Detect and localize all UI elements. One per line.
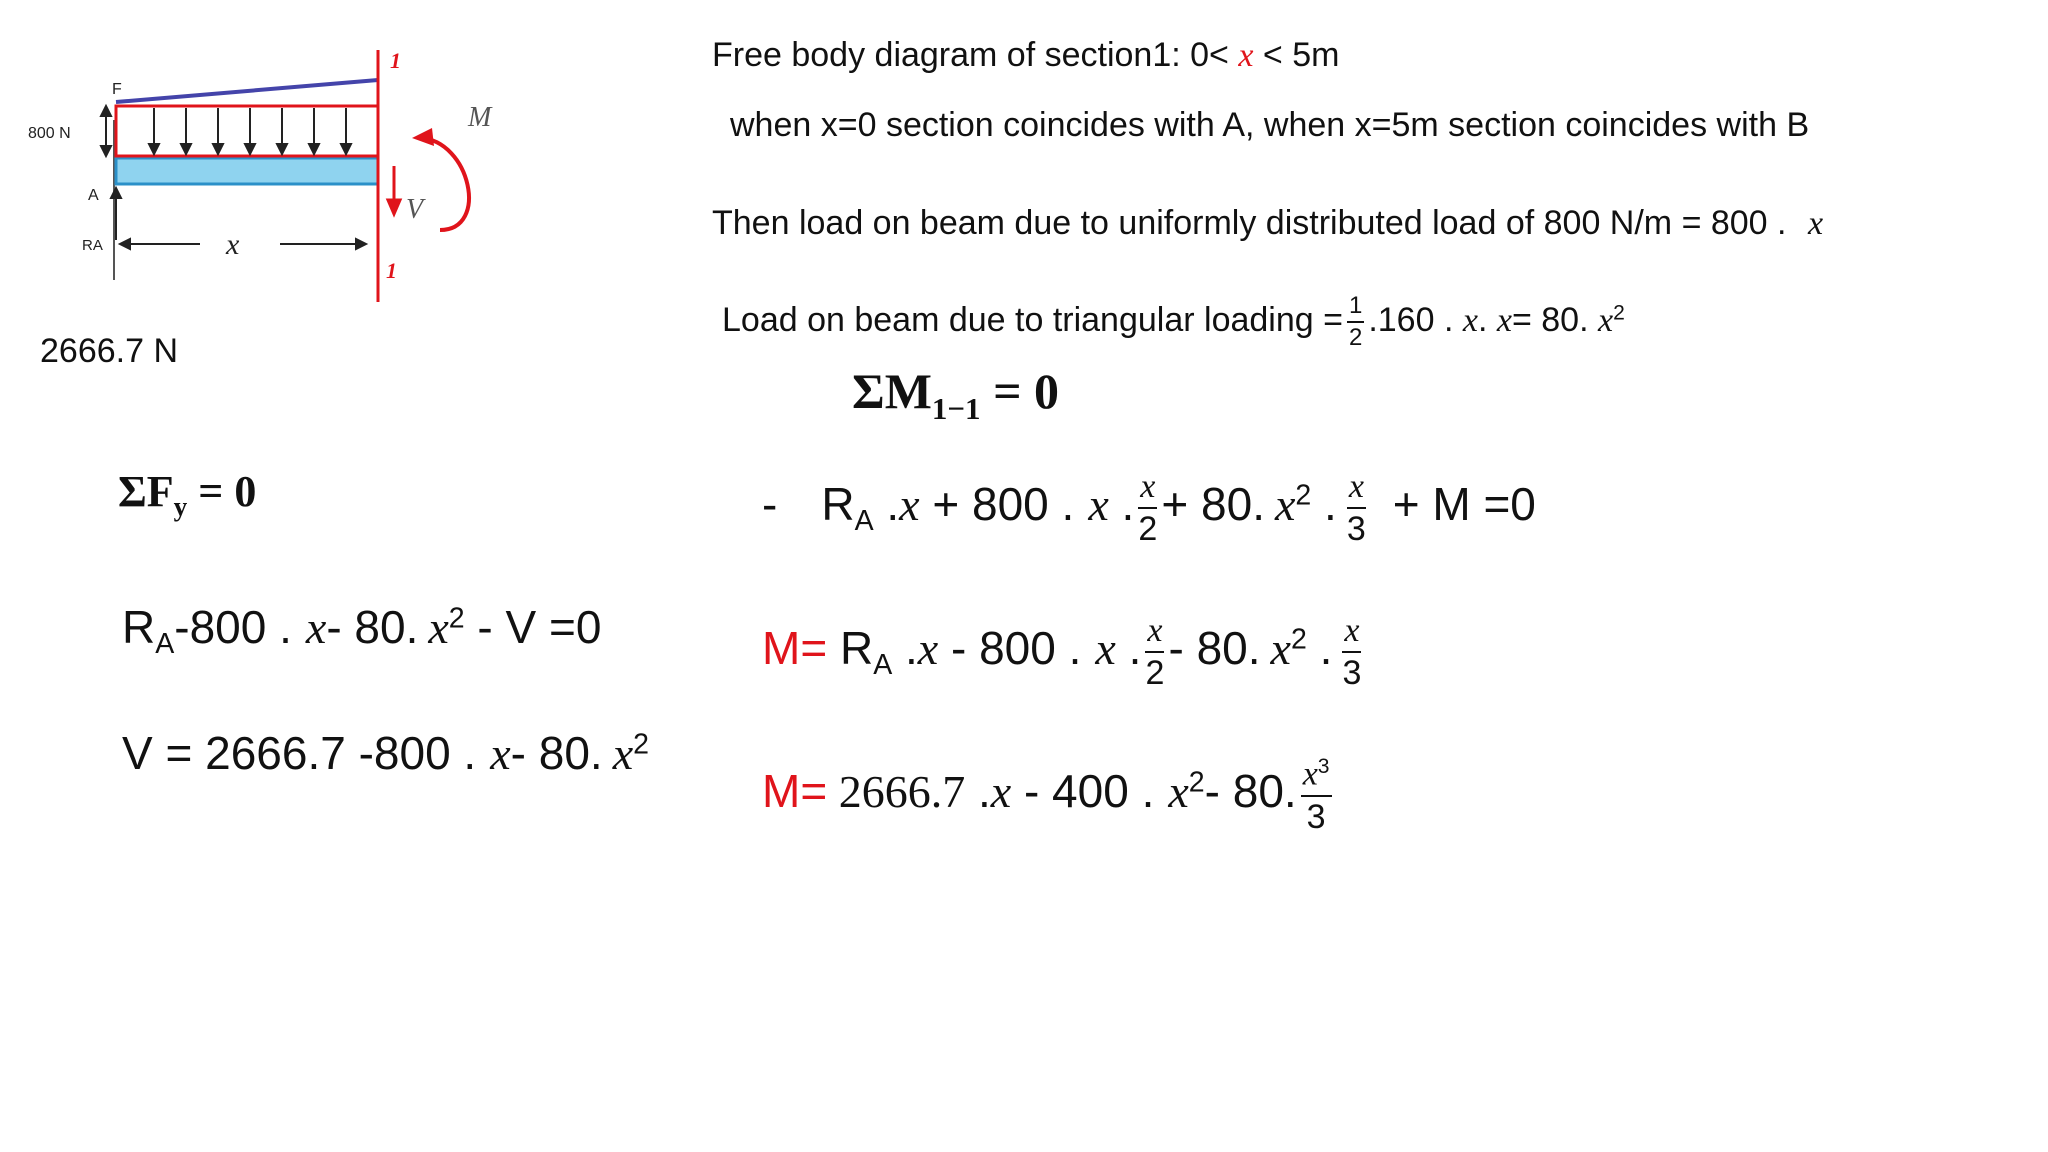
moment-arrowhead	[412, 128, 434, 146]
moment-equation-1	[762, 470, 1536, 546]
label-800n: 800 N	[28, 125, 71, 142]
eq2-r: R	[827, 622, 874, 675]
reaction-value: 2666.7 N	[40, 332, 178, 370]
eq1-frac2-num: x	[1347, 470, 1366, 509]
eql1-r: R	[122, 601, 156, 653]
eq1-dot2: .	[1108, 478, 1135, 531]
eq2-x1: x	[917, 623, 939, 675]
eq1-lead: -	[762, 478, 778, 531]
eq1-x1: x	[899, 479, 920, 531]
shear-arrow	[388, 166, 400, 214]
label-ra: RA	[82, 237, 103, 254]
moment-arrow	[420, 138, 469, 230]
eql1-part2: - 80.	[326, 601, 419, 653]
x-dimension	[120, 239, 366, 249]
label-x: x	[226, 228, 240, 261]
eq1-frac1	[1138, 470, 1157, 546]
eq2-frac2-num: x	[1342, 614, 1361, 653]
title-line	[712, 36, 1339, 75]
tri-mid: .160 .	[1368, 300, 1454, 339]
eq1-frac1-den: 2	[1138, 510, 1158, 548]
eq1-x2: x	[1088, 479, 1109, 531]
eq2-prefix: M=	[762, 622, 828, 675]
udl-var: x	[1807, 205, 1824, 242]
tri-fraction	[1347, 294, 1364, 350]
eql2-part2: - 80.	[510, 727, 603, 779]
eq2-exp: 2	[1290, 623, 1307, 656]
eq2-frac1-den: 2	[1145, 654, 1165, 692]
eq2-dot1: .	[892, 622, 918, 675]
eq2-frac1-num: x	[1145, 614, 1164, 653]
tri-frac-den: 2	[1348, 324, 1363, 351]
label-m: M	[468, 102, 492, 133]
title-post: < 5m	[1262, 36, 1340, 74]
eq1-x3: x	[1274, 479, 1296, 531]
label-v: V	[406, 194, 424, 225]
label-a: A	[88, 187, 99, 204]
eq1-exp: 2	[1295, 479, 1312, 512]
eq2-frac1	[1145, 614, 1164, 690]
eql2-part1: V = 2666.7 -800 .	[122, 727, 477, 779]
eql1-exp: 2	[448, 602, 465, 635]
reaction-arrow	[111, 188, 121, 240]
eq2-dot2: .	[1115, 622, 1142, 675]
eq3-frac	[1301, 756, 1332, 834]
eq1-r: R	[821, 478, 855, 531]
tri-text: Load on beam due to triangular loading =	[722, 300, 1343, 339]
eq1-dot3: .	[1311, 478, 1337, 531]
eq3-x1: x	[990, 765, 1012, 817]
eq1-plus1: + 800 .	[919, 478, 1075, 531]
eq2-frac2	[1342, 614, 1361, 690]
label-section-bottom: 1	[386, 258, 397, 283]
title-var: x	[1238, 37, 1254, 74]
force-title	[118, 466, 256, 523]
eq1-frac2	[1347, 470, 1366, 546]
free-body-diagram	[20, 40, 540, 320]
eq2-frac2-den: 3	[1342, 654, 1362, 692]
force-sub: y	[173, 491, 188, 522]
tri-var2: x	[1496, 301, 1512, 339]
tri-frac-num: 1	[1347, 294, 1364, 323]
eq3-minus1: - 400 .	[1011, 764, 1155, 817]
beam	[116, 158, 378, 184]
eq2-dot3: .	[1306, 622, 1333, 675]
eq1-dot1: .	[873, 478, 900, 531]
eq3-dot1: .	[965, 764, 991, 817]
triangular-load-line-text	[722, 294, 1625, 350]
eq1-rsub: A	[854, 505, 874, 538]
eq3-exp: 2	[1188, 766, 1205, 799]
moment-title	[852, 362, 1059, 427]
eq2-minus1: - 800 .	[938, 622, 1082, 675]
eql1-tail: - V =0	[464, 601, 602, 653]
eq2-x3: x	[1270, 623, 1291, 675]
eql2-exp: 2	[633, 728, 649, 761]
eql2-x2: x	[612, 728, 634, 779]
eq1-frac1-num: x	[1138, 470, 1157, 509]
dimension-800n	[101, 106, 111, 156]
moment-sigma: ΣM	[852, 363, 932, 419]
eq3-minus2: - 80.	[1204, 764, 1297, 817]
eq3-frac-num	[1301, 756, 1332, 797]
tri-dot: .	[1477, 300, 1488, 339]
eql1-part1: -800 .	[174, 601, 292, 653]
eq2-minus2: - 80.	[1168, 622, 1261, 675]
tri-var1: x	[1462, 301, 1478, 339]
eq2-x2: x	[1095, 623, 1116, 675]
eql1-x1: x	[305, 602, 327, 653]
tri-eq: = 80.	[1511, 300, 1589, 339]
force-sigma: ΣF	[118, 467, 174, 516]
eq3-prefix: M=	[762, 764, 828, 817]
eq3-frac-num-exp: 3	[1317, 755, 1330, 778]
moment-equation-2	[762, 614, 1365, 690]
eq3-frac-num-var: x	[1302, 755, 1318, 793]
force-equation-2	[122, 726, 649, 780]
label-f: F	[112, 81, 122, 98]
eql2-x1: x	[490, 728, 511, 779]
eql1-rsub: A	[155, 627, 175, 660]
tri-var3: x	[1597, 301, 1614, 339]
moment-sub: 1−1	[931, 390, 981, 426]
eq1-tail: + M =0	[1379, 478, 1536, 531]
eq3-val: 2666.7	[827, 765, 966, 817]
eq3-x2: x	[1168, 765, 1189, 817]
eql1-x2: x	[428, 602, 449, 653]
eq2-rsub: A	[873, 649, 893, 682]
udl-text: Then load on beam due to uniformly distributed load of 800 N/m = 800 .	[712, 204, 1787, 242]
label-section-top: 1	[390, 48, 401, 73]
eq3-frac-den: 3	[1306, 797, 1326, 836]
triangular-load-line	[116, 80, 378, 102]
moment-equation-3	[762, 756, 1336, 834]
force-equation-1	[122, 600, 601, 661]
title-pre: Free body diagram of section1: 0<	[712, 36, 1229, 74]
eq1-frac2-den: 3	[1346, 510, 1366, 548]
tri-exp: 2	[1613, 301, 1625, 325]
force-rest: = 0	[187, 467, 257, 516]
section-description: when x=0 section coincides with A, when x=5m section coincides with B	[730, 106, 1810, 144]
moment-rest: = 0	[980, 363, 1060, 419]
load-arrows	[149, 108, 351, 154]
udl-load-line	[712, 204, 1823, 243]
eq1-plus2: + 80.	[1161, 478, 1265, 531]
